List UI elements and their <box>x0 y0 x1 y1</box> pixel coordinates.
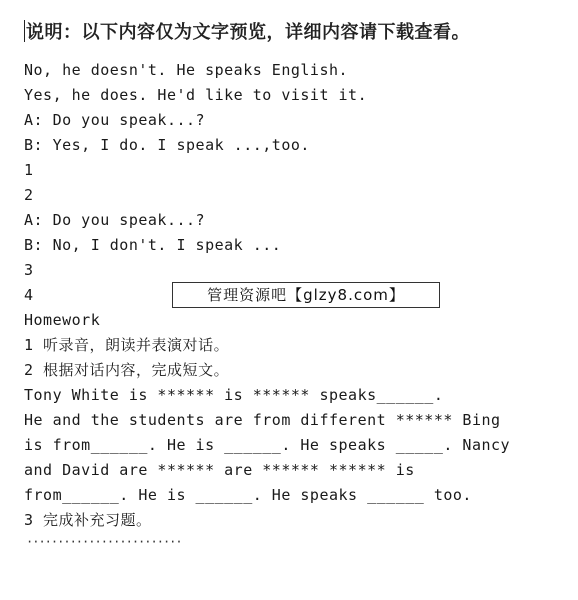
text-line: He and the students are from different ****** Bing <box>24 411 501 429</box>
watermark-label: 管理资源吧【glzy8.com】 <box>172 282 440 308</box>
text-line: A: Do you speak...? <box>24 111 206 129</box>
text-line: 1 听录音，朗读并表演对话。 <box>24 336 230 354</box>
homework-heading: Homework <box>24 311 101 329</box>
text-line: 1 <box>24 161 34 179</box>
text-line: 3 完成补充习题。 <box>24 511 152 529</box>
text-line: 4 <box>24 286 34 304</box>
text-line: Yes, he does. He'd like to visit it. <box>24 86 368 104</box>
preview-notice: 说明：以下内容仅为文字预览，详细内容请下载查看。 <box>26 22 470 43</box>
text-line: Tony White is ****** is ****** speaks______. <box>24 386 444 404</box>
ellipsis-dots: ························· <box>26 535 182 549</box>
text-line: from______. He is ______. He speaks ______ too. <box>24 486 472 504</box>
text-line: B: No, I don't. I speak ... <box>24 236 282 254</box>
text-line: is from______. He is ______. He speaks _____. Nancy <box>24 436 511 454</box>
text-line: 2 根据对话内容，完成短文。 <box>24 361 230 379</box>
text-cursor <box>24 20 25 42</box>
text-line: A: Do you speak...? <box>24 211 206 229</box>
text-line: and David are ****** are ****** ****** is <box>24 461 415 479</box>
text-line: 2 <box>24 186 34 204</box>
text-line: No, he doesn't. He speaks English. <box>24 61 349 79</box>
text-line: 3 <box>24 261 34 279</box>
text-line: B: Yes, I do. I speak ...,too. <box>24 136 310 154</box>
